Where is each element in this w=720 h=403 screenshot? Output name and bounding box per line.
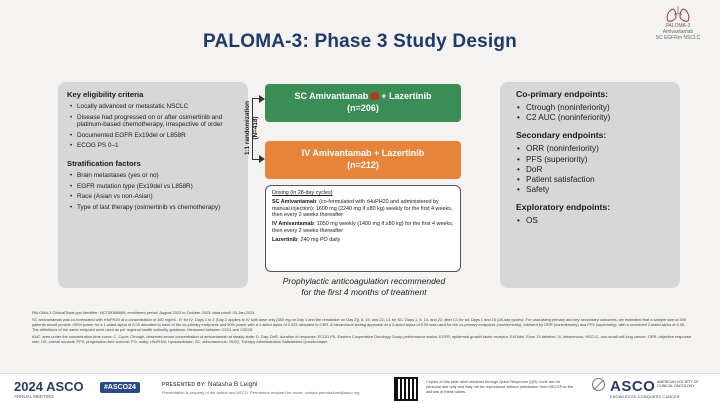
footnote-line: PALOMA-3 ClinicalTrials.gov Identifier: NCT05388669; enrollment period: August 2022 to October 2023; data cutoff: 03-Jan-2024. xyxy=(32,310,256,315)
coprimary-item: • C2 AUC (noninferiority) xyxy=(516,113,672,123)
dosing-sc: SC Amivantamab: (co-formulated with rHuPH20 and administered by manual injection): 1600 mg (2240 mg if ≥80 kg) weekly for the first 4 weeks, then every 2 weeks thereafter xyxy=(272,198,453,219)
exploratory-heading: Exploratory endpoints: xyxy=(516,202,611,213)
eligibility-item: • ECOG PS 0–1 xyxy=(67,142,240,150)
coprimary-item: • Ctrough (noninferiority) xyxy=(516,103,672,113)
stratification-item: • EGFR mutation type (Ex19del vs L858R) xyxy=(67,183,240,191)
dosing-heading: Dosing (in 28-day cycles) xyxy=(272,190,333,196)
iv-arm-n: (n=212) xyxy=(347,160,379,170)
coprimary-list xyxy=(516,103,672,123)
eligibility-list xyxy=(67,103,240,150)
eligibility-item: • Documented EGFR Ex19del or L858R xyxy=(67,132,240,140)
copyright-note: Copies of this slide deck obtained through Quick Response (QR) Code are for personal use only and may not be reproduced without permission from ASCO® or the authors of these slides. xyxy=(426,379,574,394)
prophylaxis-note: Prophylactic anticoagulation recommended for the first 4 months of treatment xyxy=(282,276,446,297)
endpoints-panel xyxy=(500,82,680,288)
eligibility-item: • Locally advanced or metastatic NSCLC xyxy=(67,103,240,111)
exploratory-item: • OS xyxy=(516,216,672,226)
qr-code-icon[interactable] xyxy=(394,377,418,401)
secondary-item: • Patient satisfaction xyxy=(516,175,672,185)
secondary-item: • Safety xyxy=(516,185,672,195)
secondary-heading: Secondary endpoints: xyxy=(516,130,607,141)
logo-line3: SC EGFRm NSCLC xyxy=(655,35,701,41)
coprimary-heading: Co-primary endpoints: xyxy=(516,89,609,99)
secondary-list xyxy=(516,144,672,195)
bug-icon xyxy=(370,92,379,100)
dosing-lazertinib: Lazertinib: 240 mg PO daily xyxy=(272,236,341,243)
asco-annual-meeting-logo: 2024 ASCO ANNUAL MEETING xyxy=(14,379,84,399)
paloma-logo xyxy=(646,5,710,41)
iv-arm-box xyxy=(265,141,461,179)
eligibility-item: • Disease had progressed on or after osimertinib and platinum-based chemotherapy, irrespective of order xyxy=(67,114,240,129)
logo-line2: Amivantamab xyxy=(662,29,694,35)
no-photography-icon xyxy=(592,378,605,391)
logo-line1: PALOMA-3 xyxy=(665,23,691,29)
stratification-heading: Stratification factors xyxy=(67,158,141,168)
asco-society-logo: ASCO AMERICAN SOCIETY OF CLINICAL ONCOLOGY KNOWLEDGE CONQUERS CANCER xyxy=(610,378,699,399)
footnote-line: SC amivantamab was co-formulated with rHuPH20 at a concentration of 160 mg/mL. IV for IV: Days 1 to 2 (Day 2 applies to IV split dose only [350 mg on Day 1 and the remainder on Day 2]), 8, 15, and 22; C1 for SC: Days 1, 8, 15, and 22; after C1 for all: Days 1 and 15 (28-day cycles). For calculating primary and key secondary outcomes, we estimated that a sample size of 400 patients would provide >90% power for a 1-sided alpha of 0.05 allocated to each of the co-primary endpoints and 90% power with a 1-sided alpha of 0.025 allocated to ORR. A hierarchical testing approach at a 2-sided alpha of 0.05 was used for the co-primary endpoints (noninferiority), followed by ORR (noninferiority) and PFS (superiority); with a combined 2-sided alpha of 0.05. The definitions of the same endpoint were used as per regional health authority guidance. Measured between C2D1 and C2D15. xyxy=(32,316,687,332)
secondary-item: • PFS (superiority) xyxy=(516,155,672,165)
iv-arm-name: IV Amivantamab + Lazertinib xyxy=(301,148,425,158)
secondary-item: • DoR xyxy=(516,165,672,175)
slide-title: PALOMA-3: Phase 3 Study Design xyxy=(203,31,517,52)
sc-arm-n: (n=206) xyxy=(347,103,379,113)
hashtag-badge: #ASCO24 xyxy=(100,382,140,393)
exploratory-list xyxy=(516,216,672,226)
sc-arm-box xyxy=(265,84,461,122)
eligibility-panel xyxy=(58,82,248,288)
bottom-bar xyxy=(0,373,720,403)
sc-arm-name-a: SC Amivantamab xyxy=(294,91,369,101)
stratification-item: • Race (Asian vs non-Asian) xyxy=(67,193,240,201)
eligibility-heading: Key eligibility criteria xyxy=(67,90,144,99)
randomization-label: 1:1 randomization (N=418) xyxy=(244,101,259,155)
stratification-item: • Type of last therapy (osimertinib vs chemotherapy) xyxy=(67,204,240,212)
footnotes xyxy=(32,311,692,346)
dosing-box xyxy=(265,185,461,272)
stratification-item: • Brain metastases (yes or no) xyxy=(67,172,240,180)
presenter-info: PRESENTED BY: Natasha B Leighl Presentation is property of the author and ASCO. Permission required for reuse; contact permissions@asco.org xyxy=(162,381,360,395)
secondary-item: • ORR (noninferiority) xyxy=(516,144,672,154)
footnote-line: AUC, area under the concentration-time curve; C, Cycle; Ctrough, observed serum concentration of amivantamab at steady state; D, Day; DoR, duration of response; ECOG PS, Eastern Cooperative Oncology Group performance status; EGFR, epidermal growth factor receptor; Ex19del, Exon 19 deletion; IV, intravenous; NSCLC, non-small cell lung cancer; ORR, objective response rate; OS, overall survival; PFS, progression-free survival; PO, orally; rHuPH20, hyaluronidase; SC, subcutaneous; TASQ, Therapy Administration Satisfaction Questionnaire. xyxy=(32,333,691,344)
lungs-icon xyxy=(665,5,691,23)
stratification-list xyxy=(67,172,240,211)
sc-arm-name-b: + Lazertinib xyxy=(381,91,432,101)
dosing-iv: IV Amivantamab: 1050 mg weekly (1400 mg if ≥80 kg) for the first 4 weeks, then every 2 weeks thereafter xyxy=(272,221,454,234)
